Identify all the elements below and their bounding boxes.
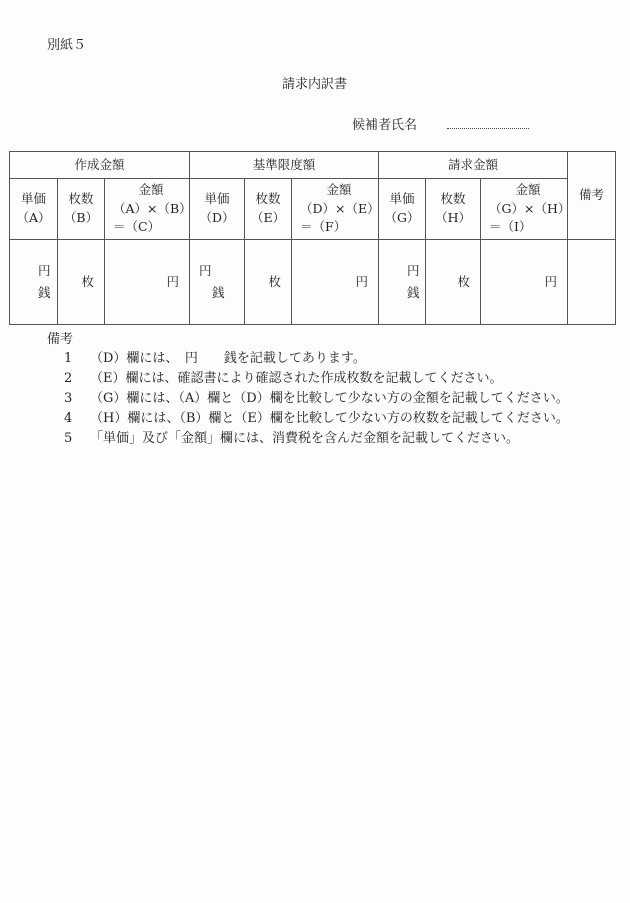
- applicant-name-label: 候補者氏名: [352, 118, 418, 133]
- breakdown-table: [9, 151, 616, 325]
- document-title: 請求内訳書: [282, 77, 348, 92]
- header-formula: （D）×（E）: [300, 200, 380, 216]
- note-item: [64, 347, 366, 366]
- applicant-name-field[interactable]: [447, 128, 529, 129]
- header-text: 枚数: [440, 191, 466, 207]
- header-code: （G）: [384, 210, 420, 225]
- remarks-header: 備考: [568, 152, 616, 240]
- note-text: （H）欄には、（B）欄と（E）欄を比較して少ない方の枚数を記載してください。: [90, 411, 569, 426]
- header-code: （E）: [250, 210, 286, 225]
- cell-amount-i[interactable]: [481, 240, 568, 325]
- header-amount-c: [105, 179, 190, 240]
- note-number: 3: [64, 391, 73, 406]
- header-text: 枚数: [255, 191, 281, 207]
- cell-count-b[interactable]: [58, 240, 105, 325]
- header-unit-price-d: [190, 179, 245, 240]
- note-text: 「単価」及び「金額」欄には、消費税を含んだ金額を記載してください。: [90, 431, 520, 446]
- cell-count-e[interactable]: [245, 240, 292, 325]
- unit-yen: 円: [355, 273, 369, 289]
- header-amount-f: [292, 179, 379, 240]
- header-formula: （G）×（H）: [489, 200, 571, 216]
- header-text: 金額: [138, 181, 164, 197]
- unit-yen: 円: [407, 263, 420, 278]
- header-unit-price-g: [379, 179, 426, 240]
- note-item: [64, 407, 569, 426]
- unit-sen: 銭: [407, 285, 420, 300]
- cell-amount-f[interactable]: [292, 240, 379, 325]
- header-count-b: [58, 179, 105, 240]
- note-number: 4: [64, 411, 73, 426]
- unit-sheets: 枚: [81, 273, 94, 289]
- notes-title: 備考: [47, 332, 74, 347]
- unit-sen: 銭: [212, 285, 225, 300]
- note-item: [64, 367, 503, 386]
- note-text: （G）欄には、（A）欄と（D）欄を比較して少ない方の金額を記載してください。: [90, 391, 569, 406]
- unit-yen: 円: [166, 273, 180, 289]
- header-count-e: [245, 179, 292, 240]
- note-number: 2: [64, 371, 73, 386]
- note-item: [64, 387, 569, 406]
- group-header-standard-limit: 基準限度額: [190, 152, 379, 179]
- header-result: ＝（C）: [113, 219, 161, 235]
- unit-sheets: 枚: [457, 273, 471, 289]
- header-text: 単価: [20, 191, 46, 207]
- header-unit-price-a: [10, 179, 58, 240]
- note-text: （D）欄には、 円 銭を記載してあります。: [90, 351, 366, 366]
- header-result: ＝（I）: [489, 219, 532, 235]
- header-amount-i: [481, 179, 571, 240]
- header-text: 単価: [389, 191, 415, 207]
- header-formula: （A）×（B）: [113, 200, 192, 216]
- unit-yen: 円: [38, 263, 51, 278]
- cell-amount-c[interactable]: [105, 240, 190, 325]
- note-text: （E）欄には、確認書により確認された作成枚数を記載してください。: [90, 371, 503, 386]
- unit-sen: 銭: [38, 285, 51, 300]
- header-code: （H）: [435, 210, 471, 225]
- cell-unit-price-d[interactable]: [190, 240, 245, 325]
- note-item: [64, 427, 519, 446]
- unit-yen: 円: [544, 273, 558, 289]
- attachment-label: 別紙５: [47, 38, 87, 53]
- group-header-claim-amount: 請求金額: [379, 152, 568, 179]
- note-number: 5: [64, 431, 73, 446]
- header-result: ＝（F）: [300, 219, 347, 235]
- cell-unit-price-a[interactable]: [10, 240, 58, 325]
- cell-remarks[interactable]: [568, 240, 616, 325]
- header-code: （B）: [63, 210, 99, 225]
- header-code: （D）: [199, 210, 235, 225]
- unit-yen: 円: [199, 263, 212, 278]
- header-text: 枚数: [68, 191, 94, 207]
- note-number: 1: [64, 351, 73, 366]
- unit-sheets: 枚: [268, 273, 282, 289]
- header-text: 単価: [204, 191, 230, 207]
- header-count-h: [426, 179, 481, 240]
- group-header-creation-amount: 作成金額: [10, 152, 190, 179]
- cell-unit-price-g[interactable]: [379, 240, 426, 325]
- header-code: （A）: [16, 210, 51, 225]
- cell-count-h[interactable]: [426, 240, 481, 325]
- header-text: 金額: [326, 181, 352, 197]
- header-text: 金額: [515, 181, 541, 197]
